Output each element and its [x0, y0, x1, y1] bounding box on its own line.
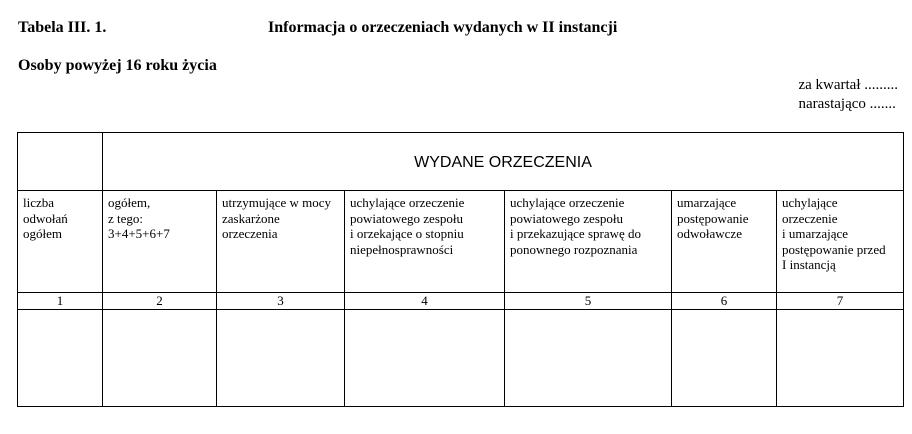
- data-cell-1[interactable]: [18, 310, 103, 407]
- data-entry-row: [18, 310, 904, 407]
- group-header-issued-decisions: WYDANE ORZECZENIA: [103, 133, 904, 191]
- data-cell-3[interactable]: [217, 310, 345, 407]
- report-table: [17, 132, 904, 407]
- header-empty-cell: [18, 133, 103, 191]
- page-title: Informacja o orzeczeniach wydanych w II instancji: [268, 19, 618, 36]
- data-cell-6[interactable]: [672, 310, 777, 407]
- table-id: Tabela III. 1.: [18, 19, 107, 36]
- col-header-4: uchylające orzeczenie powiatowego zespołu i orzekające o stopniu niepełnosprawności: [345, 191, 505, 293]
- data-cell-2[interactable]: [103, 310, 217, 407]
- data-cell-5[interactable]: [505, 310, 672, 407]
- col-header-6: umarzające postępowanie odwoławcze: [672, 191, 777, 293]
- data-cell-4[interactable]: [345, 310, 505, 407]
- col-number-5: 5: [505, 293, 672, 310]
- col-number-6: 6: [672, 293, 777, 310]
- data-cell-7[interactable]: [777, 310, 904, 407]
- col-header-1: liczba odwołań ogółem: [18, 191, 103, 293]
- col-number-3: 3: [217, 293, 345, 310]
- col-header-2: ogółem, z tego: 3+4+5+6+7: [103, 191, 217, 293]
- period-block: [798, 76, 898, 114]
- col-number-2: 2: [103, 293, 217, 310]
- period-quarter: za kwartał .........: [798, 77, 898, 93]
- column-header-row: [18, 191, 904, 293]
- page-subtitle: Osoby powyżej 16 roku życia: [18, 57, 217, 74]
- period-cumulative: narastająco .......: [798, 96, 896, 112]
- col-header-7: uchylające orzeczenie i umarzające postępowanie przed I instancją: [777, 191, 904, 293]
- col-number-4: 4: [345, 293, 505, 310]
- col-number-1: 1: [18, 293, 103, 310]
- col-number-7: 7: [777, 293, 904, 310]
- col-header-3: utrzymujące w mocy zaskarżone orzeczenia: [217, 191, 345, 293]
- column-number-row: [18, 293, 904, 310]
- group-header-row: [18, 133, 904, 191]
- col-header-5: uchylające orzeczenie powiatowego zespołu i przekazujące sprawę do ponownego rozpoznania: [505, 191, 672, 293]
